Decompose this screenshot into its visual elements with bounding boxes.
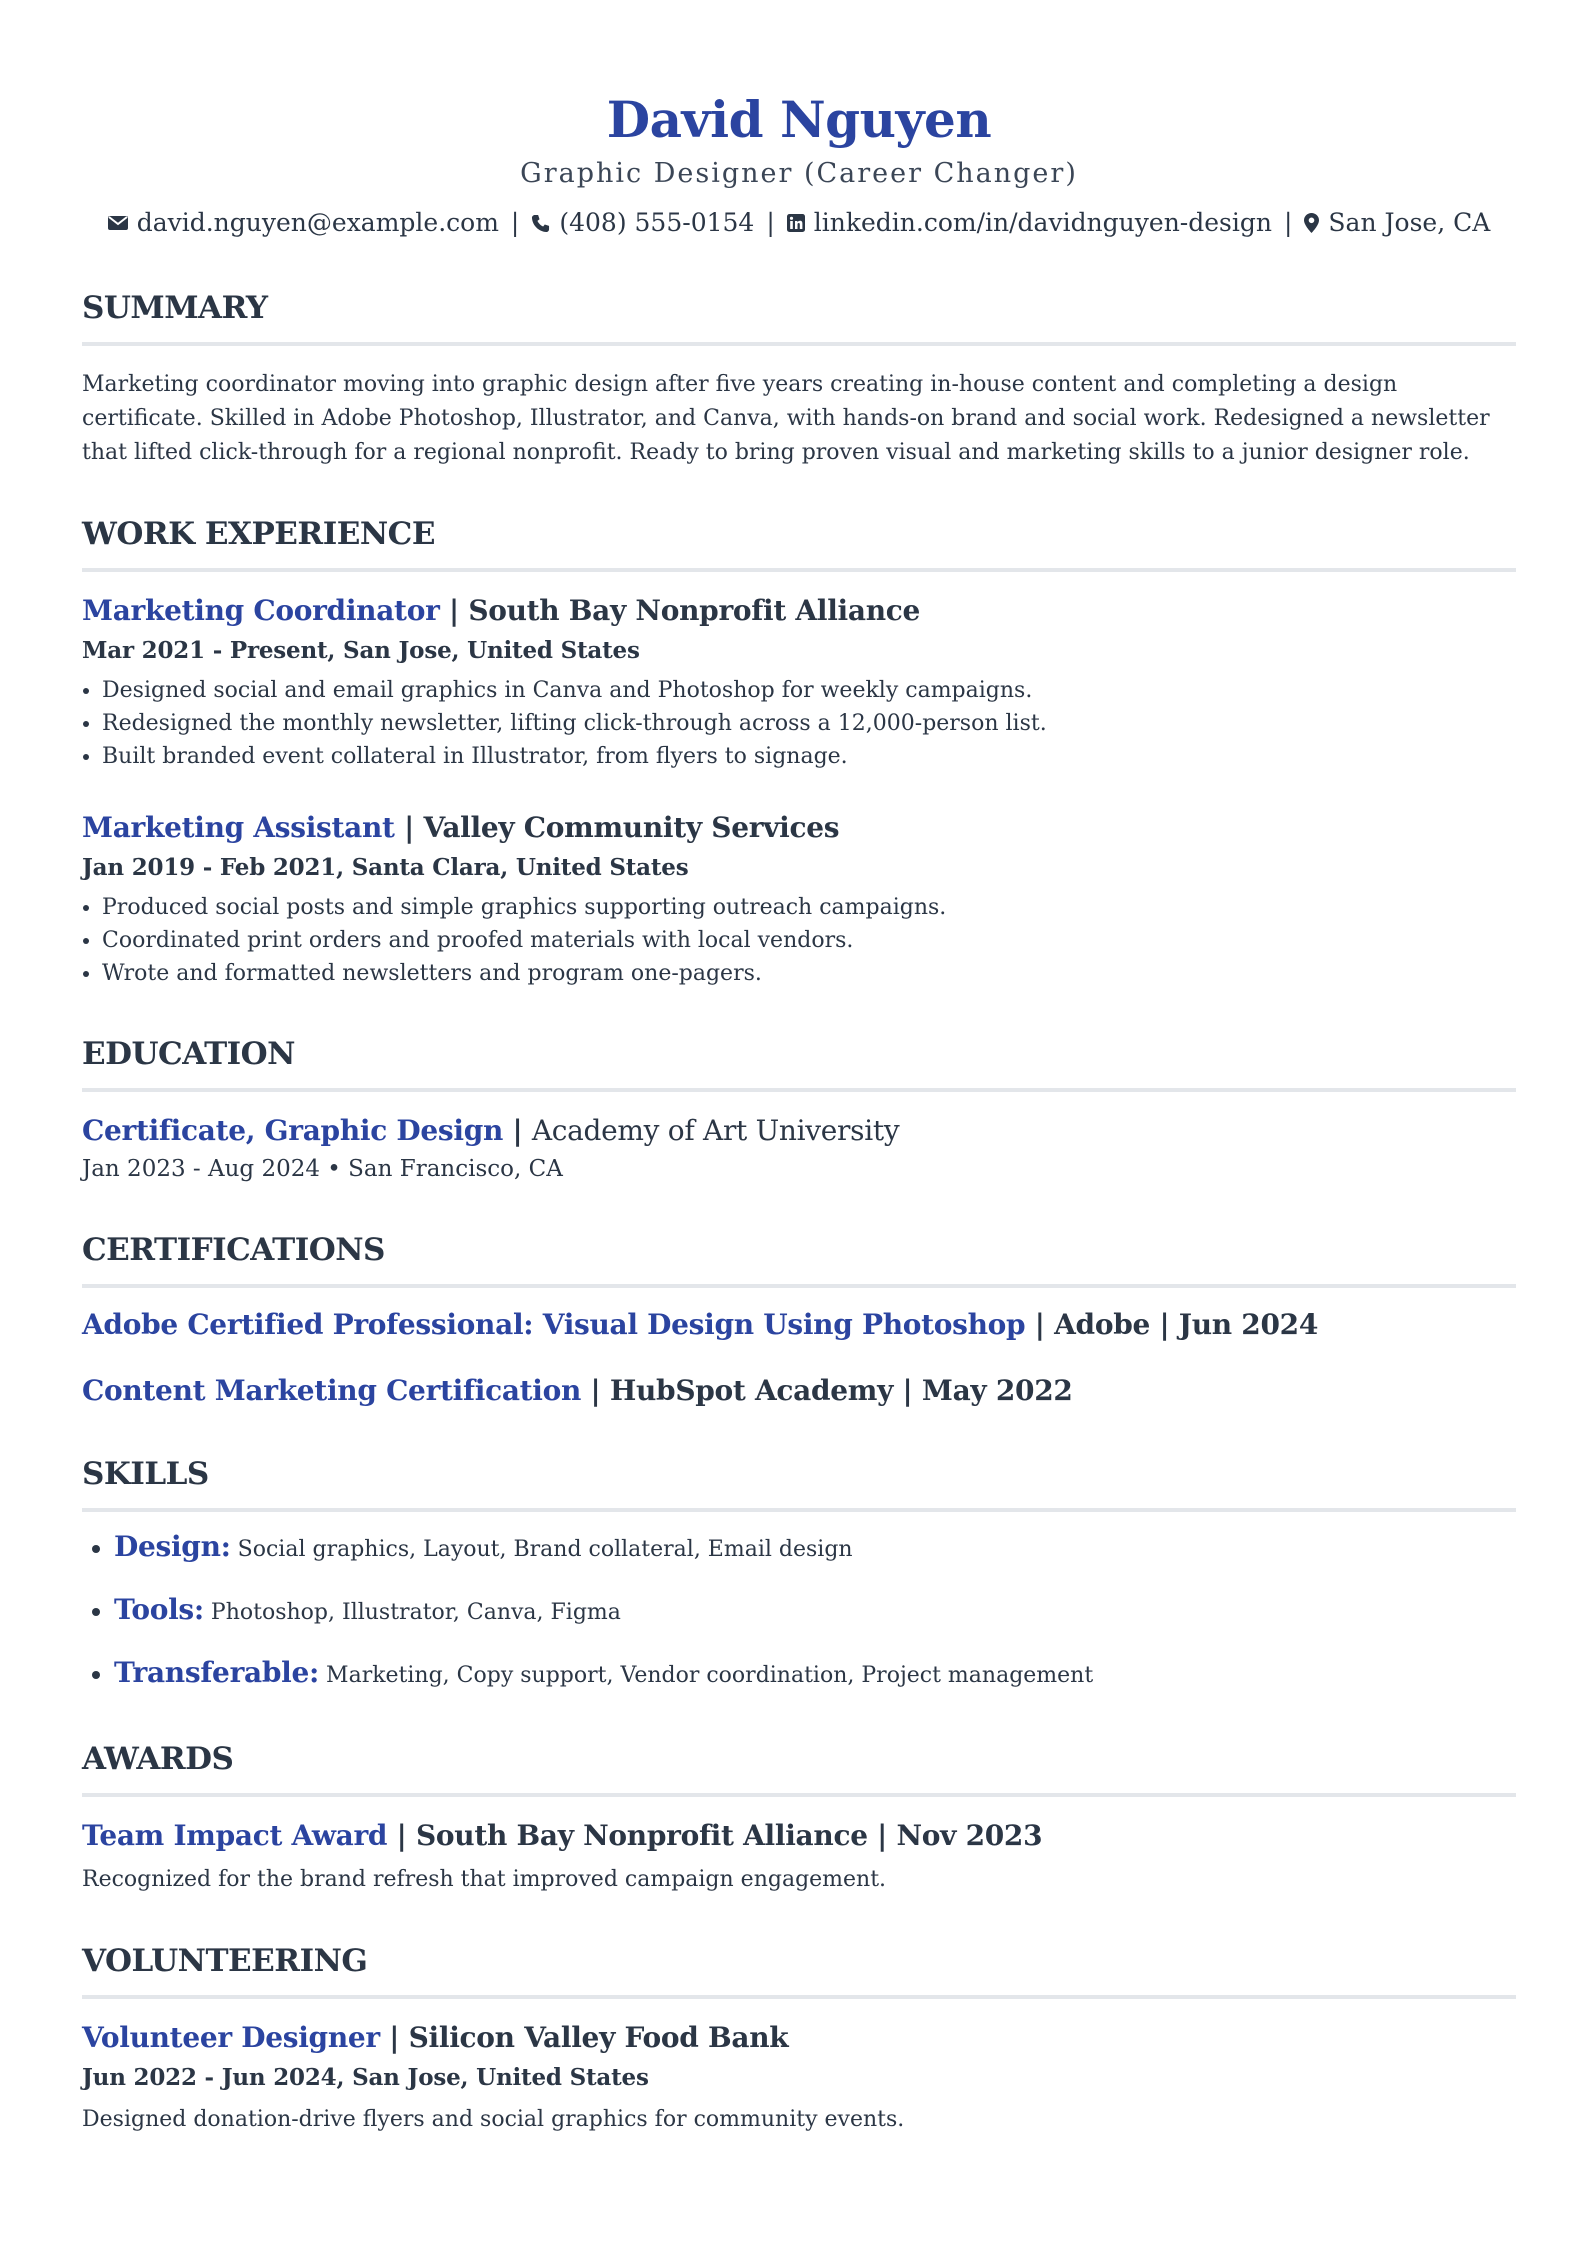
map-pin-icon bbox=[1304, 213, 1319, 233]
skill-item bbox=[114, 1528, 1516, 1569]
envelope-icon bbox=[108, 215, 128, 231]
contact-separator: | bbox=[1283, 208, 1293, 237]
job-bullet: • Produced social posts and simple graphics supporting outreach campaigns. bbox=[102, 891, 1516, 924]
certification-issuer-date: | Adobe | Jun 2024 bbox=[1034, 1308, 1319, 1341]
award-heading bbox=[82, 1817, 1516, 1855]
award-description: Recognized for the brand refresh that improved campaign engagement. bbox=[82, 1867, 887, 1892]
section-title-education: EDUCATION bbox=[82, 1034, 1516, 1092]
phone-icon bbox=[531, 214, 550, 233]
contact-separator: | bbox=[766, 208, 775, 237]
education-meta: Jan 2023 - Aug 2024 • San Francisco, CA bbox=[82, 1156, 563, 1182]
volunteer-heading bbox=[82, 2019, 1516, 2057]
job-bullet: • Coordinated print orders and proofed materials with local vendors. bbox=[102, 924, 1516, 957]
skill-item bbox=[114, 1654, 1516, 1695]
location-text: San Jose, CA bbox=[1328, 208, 1491, 237]
volunteer-description: Designed donation-drive flyers and social graphics for community events. bbox=[82, 2107, 905, 2132]
degree-name: Certificate, Graphic Design bbox=[82, 1114, 504, 1147]
section-title-experience: WORK EXPERIENCE bbox=[82, 514, 1516, 572]
candidate-name: David Nguyen bbox=[606, 90, 992, 149]
job-bullet: • Redesigned the monthly newsletter, lifting click-through across a 12,000-person list. bbox=[102, 707, 1516, 740]
award-entry bbox=[82, 1817, 1516, 1897]
skill-values: Social graphics, Layout, Brand collateral, Email design bbox=[237, 1537, 853, 1562]
job-bullets bbox=[82, 674, 1516, 773]
skill-values: Marketing, Copy support, Vendor coordination, Project management bbox=[326, 1663, 1094, 1688]
summary-section bbox=[82, 288, 1516, 470]
section-title-summary: SUMMARY bbox=[82, 288, 1516, 346]
volunteering-section bbox=[82, 1941, 1516, 2137]
contact-separator: | bbox=[510, 208, 520, 237]
certification-name: Content Marketing Certification bbox=[82, 1374, 582, 1407]
heading-bar: | bbox=[512, 1114, 523, 1147]
certification-name: Adobe Certified Professional: Visual Design Using Photoshop bbox=[82, 1308, 1026, 1341]
skill-category: Transferable: bbox=[114, 1656, 320, 1689]
resume-header bbox=[82, 90, 1516, 240]
job-bullets bbox=[82, 891, 1516, 990]
job-entry bbox=[82, 592, 1516, 773]
job-bullet: • Built branded event collateral in Illustrator, from flyers to signage. bbox=[102, 740, 1516, 773]
experience-section bbox=[82, 514, 1516, 990]
section-title-certifications: CERTIFICATIONS bbox=[82, 1230, 1516, 1288]
job-org: | South Bay Nonprofit Alliance bbox=[448, 594, 921, 627]
job-org: | Valley Community Services bbox=[404, 811, 840, 844]
school-name: Academy of Art University bbox=[531, 1114, 900, 1147]
job-role: Marketing Assistant bbox=[82, 811, 395, 844]
job-bullet: • Designed social and email graphics in Canva and Photoshop for weekly campaigns. bbox=[102, 674, 1516, 707]
contact-location bbox=[1304, 206, 1490, 240]
certification-item bbox=[82, 1372, 1516, 1410]
email-text: david.nguyen@example.com bbox=[136, 208, 499, 237]
volunteer-role: Volunteer Designer bbox=[82, 2021, 380, 2054]
job-heading bbox=[82, 592, 1516, 630]
education-section bbox=[82, 1034, 1516, 1186]
job-meta: Mar 2021 - Present, San Jose, United States bbox=[82, 637, 640, 664]
volunteer-meta: Jun 2022 - Jun 2024, San Jose, United States bbox=[82, 2064, 649, 2091]
skills-section bbox=[82, 1454, 1516, 1695]
certifications-section bbox=[82, 1230, 1516, 1410]
skill-category: Tools: bbox=[114, 1593, 204, 1626]
candidate-headline: Graphic Designer (Career Changer) bbox=[520, 158, 1078, 189]
certification-item bbox=[82, 1306, 1516, 1344]
job-heading bbox=[82, 809, 1516, 847]
section-title-skills: SKILLS bbox=[82, 1454, 1516, 1512]
award-issuer-date: | South Bay Nonprofit Alliance | Nov 2023 bbox=[396, 1819, 1043, 1852]
education-heading bbox=[82, 1112, 1516, 1150]
education-entry bbox=[82, 1112, 1516, 1186]
summary-text: Marketing coordinator moving into graphic design after five years creating in-house content and completing a design certificate. Skilled in Adobe Photoshop, Illustrator, and Canva, with hands-on brand and social work. Redesigned a newsletter that lifted click-through for a regional nonprofit. Ready to bring proven visual and marketing skills to a junior designer role. bbox=[82, 372, 1490, 465]
job-meta: Jan 2019 - Feb 2021, Santa Clara, United States bbox=[82, 854, 689, 881]
certification-list bbox=[82, 1306, 1516, 1410]
certification-issuer-date: | HubSpot Academy | May 2022 bbox=[590, 1374, 1073, 1407]
skill-category: Design: bbox=[114, 1530, 231, 1563]
skills-list bbox=[82, 1528, 1516, 1695]
linkedin-text: linkedin.com/in/davidnguyen-design bbox=[813, 208, 1272, 237]
skill-values: Photoshop, Illustrator, Canva, Figma bbox=[210, 1600, 621, 1625]
contact-line bbox=[82, 206, 1516, 240]
contact-linkedin[interactable] bbox=[787, 206, 1272, 240]
section-title-awards: AWARDS bbox=[82, 1739, 1516, 1797]
awards-section bbox=[82, 1739, 1516, 1897]
award-name: Team Impact Award bbox=[82, 1819, 388, 1852]
job-bullet: • Wrote and formatted newsletters and program one-pagers. bbox=[102, 957, 1516, 990]
contact-email[interactable] bbox=[108, 206, 499, 240]
phone-text: (408) 555-0154 bbox=[559, 208, 755, 237]
volunteer-org: | Silicon Valley Food Bank bbox=[389, 2021, 789, 2054]
section-title-volunteering: VOLUNTEERING bbox=[82, 1941, 1516, 1999]
job-entry bbox=[82, 809, 1516, 990]
contact-phone[interactable] bbox=[531, 206, 754, 240]
volunteer-entry bbox=[82, 2019, 1516, 2137]
skill-item bbox=[114, 1591, 1516, 1632]
job-role: Marketing Coordinator bbox=[82, 594, 440, 627]
linkedin-icon bbox=[787, 214, 805, 232]
